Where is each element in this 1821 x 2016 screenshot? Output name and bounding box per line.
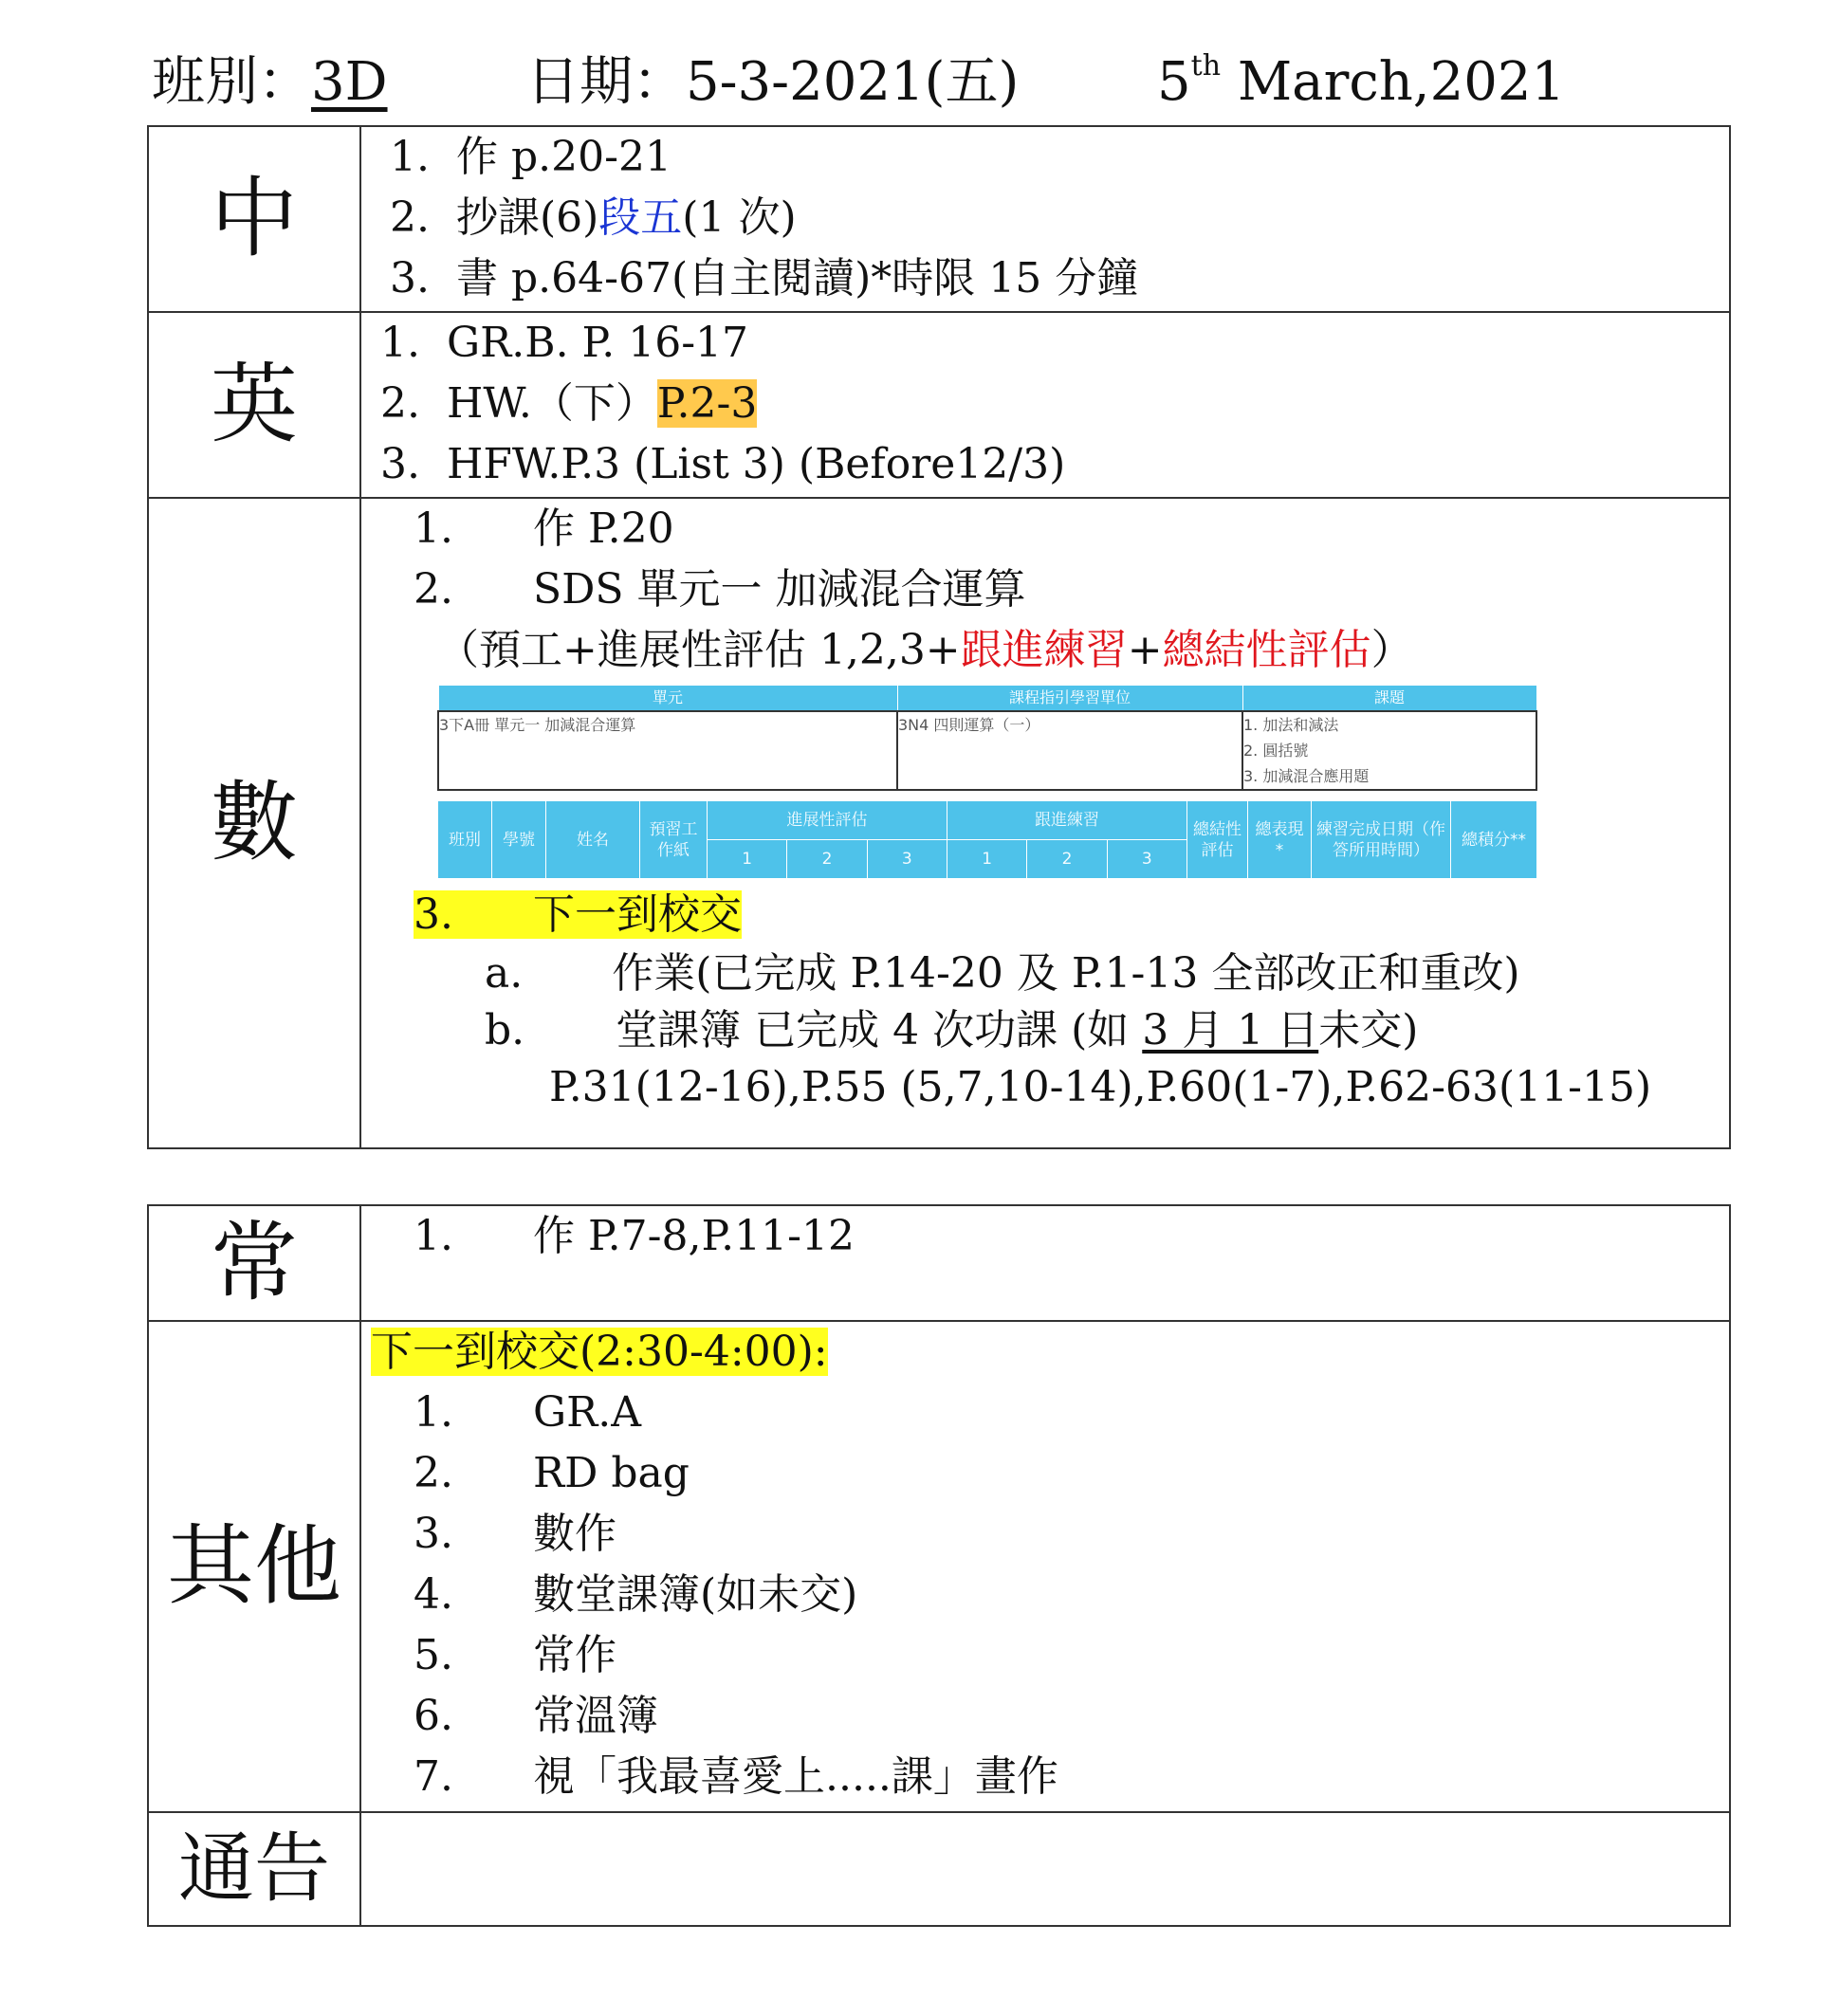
sds-followup-1[interactable]: 1	[947, 840, 1026, 879]
date	[526, 40, 1019, 125]
english-item	[361, 434, 1729, 495]
math-sds-components	[361, 620, 1729, 681]
subject-math: 數	[148, 498, 360, 1148]
item-text: 抄課(6)	[455, 193, 599, 242]
others-item	[361, 1443, 1729, 1504]
date-value: 5-3-2021(五)	[686, 51, 1020, 113]
item-text: 作 P.7-8,P.11-12	[532, 1212, 855, 1260]
sds-topics	[1242, 711, 1536, 790]
item-text: 書 p.64-67(自主閱讀)*時限 15 分鐘	[455, 254, 1139, 302]
item-text: 數堂課簿(如未交)	[532, 1570, 858, 1619]
sds-col-name: 姓名	[546, 801, 640, 879]
sub-text: 堂課簿 已完成 4 次功課 (如	[616, 1006, 1143, 1054]
sds-head-topic: 課題	[1242, 686, 1536, 712]
item-number: 1.	[414, 1388, 453, 1437]
item-number: 4.	[414, 1570, 453, 1619]
sub-label: b.	[485, 1006, 525, 1054]
item-number: 5.	[414, 1631, 453, 1679]
english-date	[1157, 40, 1565, 125]
others-item	[361, 1625, 1729, 1686]
others-title-text: 下一到校交(2:30-4:00):	[371, 1328, 828, 1376]
item-text: 作 P.20	[532, 504, 674, 553]
others-content	[360, 1321, 1730, 1812]
sds-col-number[interactable]: 學號	[492, 801, 546, 879]
homework-table-secondary	[147, 1204, 1731, 1927]
item-number: 3.	[414, 1510, 453, 1558]
class-value: 3D	[311, 51, 388, 113]
sub-text: 未交)	[1318, 1006, 1419, 1054]
math-item	[361, 499, 1729, 559]
sds-topic: 2. 圓括號	[1243, 742, 1309, 760]
math-content	[360, 498, 1730, 1148]
subject-notice: 通告	[148, 1812, 360, 1926]
item-text: 作 p.20-21	[455, 133, 671, 181]
text: ）	[1370, 626, 1413, 674]
sds-topic: 3. 加減混合應用題	[1243, 767, 1370, 785]
row-math	[148, 498, 1730, 1148]
chinese-item	[361, 188, 1729, 248]
item-text: HW.（下）	[446, 379, 657, 428]
math-sub-item-a	[361, 945, 1729, 1002]
sds-head-learning-unit: 課程指引學習單位	[897, 686, 1242, 712]
others-item	[361, 1747, 1729, 1807]
text: （預工+進展性評估 1,2,3+	[437, 626, 961, 674]
item-number: 3.	[414, 890, 453, 939]
header	[152, 40, 1566, 125]
sds-unit-table	[437, 685, 1537, 791]
subject-english: 英	[148, 312, 360, 498]
row-others	[148, 1321, 1730, 1812]
english-item	[361, 313, 1729, 374]
row-chinese	[148, 126, 1730, 312]
item-text: 視「我最喜愛上.....課」畫作	[532, 1752, 1058, 1801]
sds-screenshot	[437, 685, 1537, 879]
row-english	[148, 312, 1730, 498]
english-date-day: 5	[1157, 51, 1191, 113]
math-item-3-highlight	[414, 890, 742, 939]
sds-col-progress: 進展性評估	[708, 801, 947, 840]
item-number: 1.	[390, 133, 430, 181]
others-item	[361, 1565, 1729, 1625]
item-text: GR.B. P. 16-17	[446, 319, 749, 367]
sds-col-followup: 跟進練習	[947, 801, 1186, 840]
class-label: 班別：	[152, 51, 311, 113]
english-item	[361, 374, 1729, 434]
item-text: RD bag	[532, 1449, 690, 1497]
others-title	[361, 1322, 1729, 1383]
english-content	[360, 312, 1730, 498]
item-text: 常作	[532, 1631, 616, 1679]
item-text: 常溫簿	[532, 1692, 658, 1740]
sds-col-overall[interactable]: 總表現*	[1248, 801, 1312, 879]
math-item	[361, 885, 1729, 945]
general-content	[360, 1205, 1730, 1321]
subject-chinese: 中	[148, 126, 360, 312]
item-number: 1.	[414, 504, 453, 553]
item-text: 下一到校交	[532, 890, 742, 939]
sub-text: 作業(已完成 P.14-20 及 P.1-13 全部改正和重改)	[612, 949, 1520, 998]
sds-col-date[interactable]: 練習完成日期（作答所用時間）	[1312, 801, 1451, 879]
item-number: 2.	[414, 565, 453, 614]
subject-general: 常	[148, 1205, 360, 1321]
row-general	[148, 1205, 1730, 1321]
sds-col-preview[interactable]: 預習工作紙	[640, 801, 708, 879]
text-red: 總結性評估	[1162, 626, 1371, 674]
homework-table-main	[147, 125, 1731, 1149]
item-number: 2.	[414, 1449, 453, 1497]
text-red: 跟進練習	[960, 626, 1128, 674]
row-notice	[148, 1812, 1730, 1926]
others-item	[361, 1504, 1729, 1565]
others-item	[361, 1686, 1729, 1747]
math-pages: P.31(12-16),P.55 (5,7,10-14),P.60(1-7),P.62-63(11-15)	[549, 1063, 1652, 1111]
chinese-content	[360, 126, 1730, 312]
item-text: GR.A	[532, 1388, 642, 1437]
item-text-blue: 段五	[598, 193, 683, 242]
item-number: 3.	[390, 254, 430, 302]
item-number: 2.	[390, 193, 430, 242]
date-label: 日期：	[526, 51, 686, 113]
item-number: 6.	[414, 1692, 453, 1740]
sds-followup-2[interactable]: 2	[1027, 840, 1107, 879]
english-date-suffix: th	[1190, 49, 1222, 82]
sds-progress-1[interactable]: 1	[708, 840, 787, 879]
others-item	[361, 1383, 1729, 1443]
sds-col-summative[interactable]: 總結性評估	[1187, 801, 1248, 879]
general-item	[361, 1206, 1729, 1267]
sds-head-unit: 單元	[438, 686, 897, 712]
item-number: 3.	[380, 440, 420, 488]
item-text: 數作	[532, 1510, 616, 1558]
subject-others: 其他	[148, 1321, 360, 1812]
sds-learning-unit: 3N4 四則運算（一）	[897, 711, 1242, 790]
notice-content	[360, 1812, 1730, 1926]
chinese-item	[361, 248, 1729, 309]
item-text: SDS 單元一 加減混合運算	[532, 565, 1026, 614]
text: +	[1127, 626, 1163, 674]
sds-progress-3[interactable]: 3	[867, 840, 947, 879]
item-number: 1.	[380, 319, 420, 367]
item-number: 7.	[414, 1752, 453, 1801]
english-date-month-year: March,2021	[1237, 51, 1566, 113]
sub-text-underlined: 3 月 1 日	[1142, 1006, 1319, 1054]
item-text: (1 次)	[682, 193, 797, 242]
item-text-highlighted: P.2-3	[656, 379, 758, 428]
sds-followup-3[interactable]: 3	[1107, 840, 1186, 879]
sds-unit: 3下A冊 單元一 加減混合運算	[438, 711, 897, 790]
sds-col-score[interactable]: 總積分**	[1451, 801, 1537, 879]
sds-progress-2[interactable]: 2	[787, 840, 867, 879]
item-text: HFW.P.3 (List 3) (Before12/3)	[446, 440, 1066, 488]
math-sub-item-b	[361, 1002, 1729, 1059]
chinese-item	[361, 127, 1729, 188]
item-number: 2.	[380, 379, 420, 428]
sds-topic: 1. 加法和減法	[1243, 716, 1339, 734]
item-number: 1.	[414, 1212, 453, 1260]
sds-col-class: 班別	[438, 801, 492, 879]
math-item	[361, 559, 1729, 620]
sub-label: a.	[485, 949, 524, 998]
sds-record-table	[437, 800, 1537, 879]
